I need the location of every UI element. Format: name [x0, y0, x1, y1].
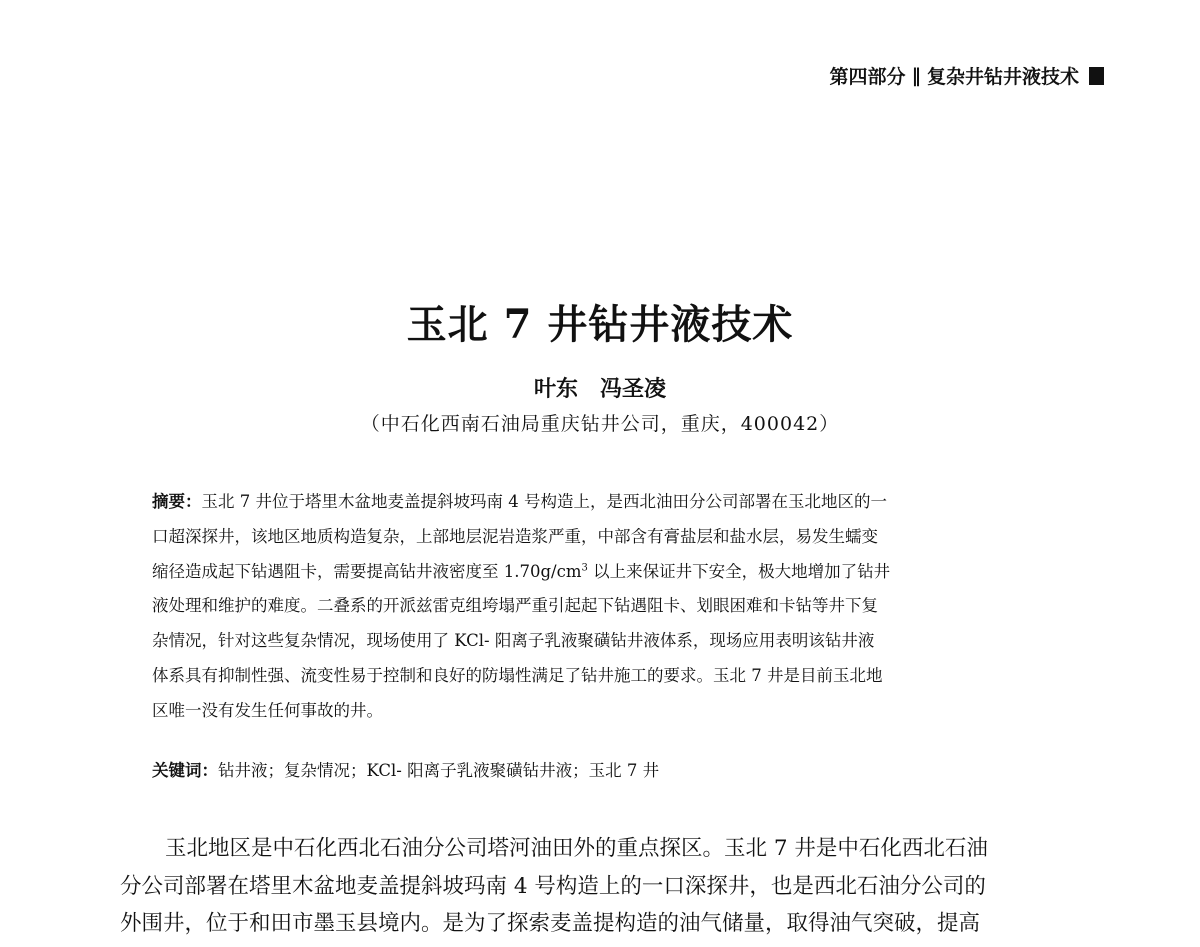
header-section: 第四部分	[829, 66, 906, 88]
abstract-label: 摘要：	[152, 492, 202, 511]
header-block-mark-icon	[1089, 67, 1104, 85]
abstract-line: 区唯一没有发生任何事故的井。	[152, 700, 383, 720]
body-line: 外围井，位于和田市墨玉县境内。是为了探索麦盖提构造的油气储量，取得油气突破，提高	[120, 911, 981, 936]
keywords-label: 关键词：	[152, 761, 218, 780]
abstract-text: 玉北 7 井位于塔里木盆地麦盖提斜坡玛南 4 号构造上，是西北油田分公司部署在玉北地区的一	[201, 492, 887, 511]
abstract-line: 口超深探井，该地区地质构造复杂，上部地层泥岩造浆严重，中部含有膏盐层和盐水层，易发生蠕变	[152, 526, 878, 546]
abstract-text: 缩径造成起下钻遇阻卡，需要提高钻井液密度至 1.70g/cm	[152, 561, 582, 581]
abstract-line	[152, 485, 1080, 520]
paper-title: 玉北 7 井钻井液技术	[406, 301, 794, 348]
header-separator: ‖	[911, 64, 921, 87]
header-topic: 复杂井钻井液技术	[926, 66, 1079, 88]
running-header	[829, 62, 1104, 89]
body-paragraph	[120, 830, 1120, 943]
abstract-line: 杂情况，针对这些复杂情况，现场使用了 KCl- 阳离子乳液聚磺钻井液体系，现场应用表明该钻井液	[152, 631, 875, 651]
abstract-line: 液处理和维护的难度。二叠系的开派兹雷克组垮塌严重引起起下钻遇阻卡、划眼困难和卡钻等井下复	[152, 596, 878, 616]
abstract-line: 体系具有抑制性强、流变性易于控制和良好的防塌性满足了钻井施工的要求。玉北 7 井是目前玉北地	[152, 665, 883, 685]
keywords-text: 钻井液；复杂情况；KCl- 阳离子乳液聚磺钻井液；玉北 7 井	[218, 761, 660, 780]
body-line: 玉北地区是中石化西北石油分公司塔河油田外的重点探区。玉北 7 井是中石化西北石油	[165, 836, 988, 861]
abstract-line	[152, 555, 1080, 590]
abstract	[152, 485, 1080, 729]
body-line: 分公司部署在塔里木盆地麦盖提斜坡玛南 4 号构造上的一口深探井，也是西北石油分公司的	[120, 873, 986, 899]
keywords	[152, 758, 1080, 784]
paper-authors: 叶东 冯圣凌	[533, 376, 666, 402]
paper-affiliation: （中石化西南石油局重庆钻井公司，重庆，400042）	[360, 413, 840, 435]
unit-superscript: 3	[581, 562, 588, 574]
abstract-text: 以上来保证井下安全，极大地增加了钻井	[587, 561, 891, 581]
